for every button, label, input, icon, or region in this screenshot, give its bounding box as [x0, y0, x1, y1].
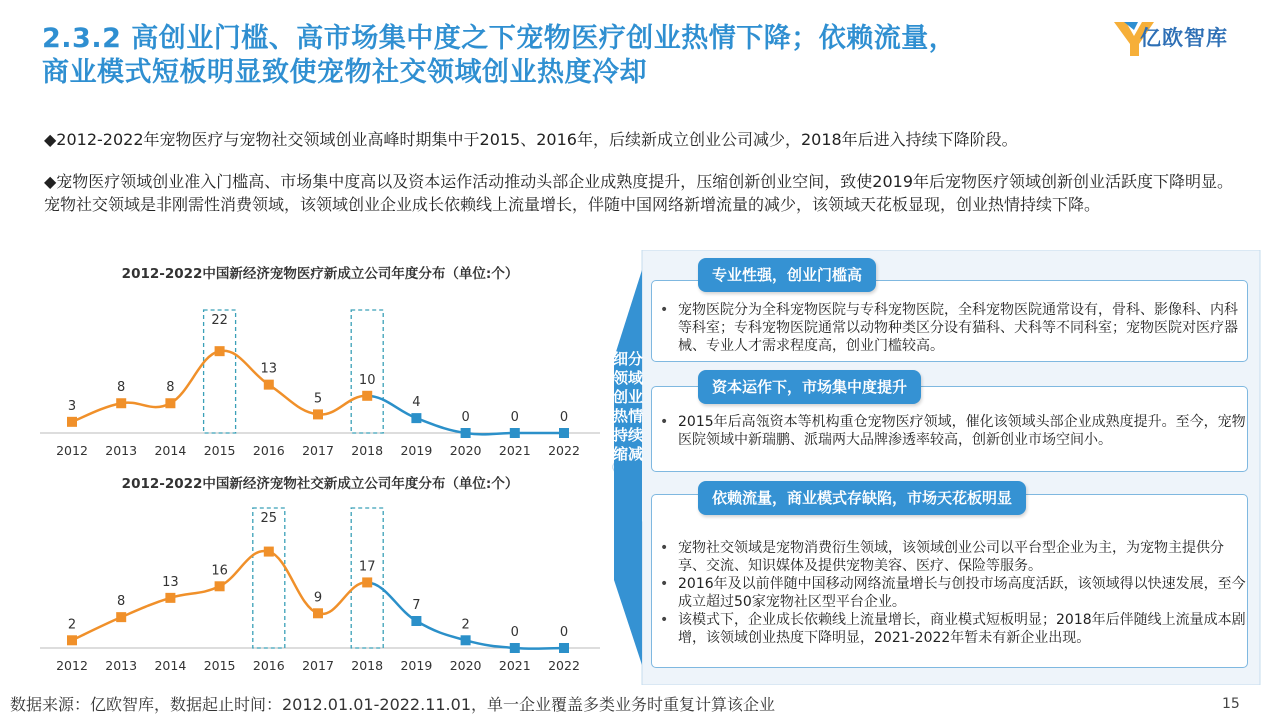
panel-3 — [651, 494, 1248, 668]
x-tick-2013: 2013 — [105, 443, 138, 458]
data-point-2016 — [264, 547, 274, 557]
data-point-2014 — [165, 593, 175, 603]
x-tick-2017: 2017 — [302, 658, 334, 673]
data-label-2017: 5 — [313, 391, 323, 407]
data-point-2015 — [215, 346, 225, 356]
data-point-2013 — [116, 398, 126, 408]
x-tick-2018: 2018 — [351, 443, 384, 458]
data-point-2019 — [411, 616, 421, 626]
panel-3-item-2: • 2016年及以前伴随中国移动网络流量增长与创投市场高度活跃，该领域得以快速发展，至今成立超过50家宠物社区型平台企业。 — [678, 575, 1247, 611]
x-tick-2012: 2012 — [56, 443, 88, 458]
data-label-2016: 25 — [260, 511, 278, 526]
bullet-1: ◆2012-2022年宠物医疗与宠物社交领域创业高峰时期集中于2015、2016年，后续新成立创业公司减少，2018年后进入持续下降阶段。 — [44, 130, 1018, 149]
data-label-2020: 2 — [461, 617, 470, 633]
x-tick-2014: 2014 — [154, 443, 187, 458]
panel-3-item-3: • 该模式下，企业成长依赖线上流量增长，商业模式短板明显；2018年后伴随线上流量成本剧增，该领域创业热度下降明显，2021-2022年暂未有新企业出现。 — [678, 611, 1247, 647]
highlight-box-2015 — [204, 310, 236, 433]
panel-3-item-1: • 宠物社交领域是宠物消费衍生领域，该领域创业公司以平台型企业为主，为宠物主提供分享、交流、知识媒体及提供宠物美容、医疗、保险等服务。 — [678, 539, 1247, 575]
data-point-2014 — [165, 398, 175, 408]
x-tick-2015: 2015 — [203, 658, 236, 673]
x-tick-2013: 2013 — [105, 658, 138, 673]
x-tick-2018: 2018 — [351, 658, 384, 673]
x-tick-2020: 2020 — [449, 658, 482, 673]
chart1-title: 2012-2022中国新经济宠物医疗新成立公司年度分布（单位:个） — [121, 266, 519, 282]
x-tick-2016: 2016 — [252, 443, 285, 458]
x-tick-2022: 2022 — [548, 658, 580, 673]
data-label-2012: 2 — [67, 617, 77, 633]
data-point-2022 — [559, 428, 569, 438]
page-title-line1: 2.3.2 高创业门槛、高市场集中度之下宠物医疗创业热情下降；依赖流量， — [42, 23, 957, 54]
data-point-2017 — [313, 608, 323, 618]
chart-medical — [40, 300, 600, 470]
page-number: 15 — [1222, 696, 1240, 712]
x-tick-2021: 2021 — [498, 443, 531, 458]
data-label-2018: 17 — [358, 559, 376, 575]
data-point-2016 — [264, 380, 274, 390]
data-point-2021 — [510, 643, 520, 653]
data-point-2017 — [313, 409, 323, 419]
page-title — [42, 22, 1102, 90]
data-point-2015 — [215, 581, 225, 591]
data-label-2021: 0 — [510, 410, 519, 425]
data-point-2021 — [510, 428, 520, 438]
panel-2-tag: 资本运作下，市场集中度提升 — [698, 370, 921, 404]
data-label-2015: 22 — [211, 313, 228, 328]
data-point-2020 — [461, 635, 471, 645]
chart2-title: 2012-2022中国新经济宠物社交新成立公司年度分布（单位:个） — [121, 476, 519, 492]
logo-text: 亿欧智库 — [1140, 26, 1228, 50]
side-label: 细分领域创业热情持续缩减 — [613, 350, 644, 463]
data-label-2015: 16 — [211, 563, 228, 579]
x-tick-2019: 2019 — [400, 443, 433, 458]
data-label-2017: 9 — [313, 590, 323, 606]
source-note: 数据来源：亿欧智库，数据起止时间：2012.01.01-2022.11.01，单一企业覆盖多类业务时重复计算该企业 — [10, 695, 775, 714]
data-label-2014: 8 — [166, 380, 175, 396]
data-label-2016: 13 — [260, 361, 278, 377]
panel-3-tag: 依赖流量，商业模式存缺陷，市场天花板明显 — [698, 481, 1026, 515]
data-point-2019 — [411, 413, 421, 423]
x-tick-2019: 2019 — [400, 658, 433, 673]
data-label-2018: 10 — [358, 372, 376, 388]
data-label-2020: 0 — [461, 410, 470, 425]
x-tick-2022: 2022 — [548, 443, 580, 458]
panel-1 — [651, 280, 1248, 362]
data-point-2012 — [67, 417, 77, 427]
data-label-2013: 8 — [117, 380, 126, 396]
x-tick-2020: 2020 — [449, 443, 482, 458]
data-point-2022 — [559, 643, 569, 653]
data-label-2019: 7 — [412, 598, 421, 613]
data-label-2012: 3 — [67, 398, 77, 414]
data-label-2013: 8 — [117, 594, 126, 610]
data-point-2020 — [461, 428, 471, 438]
data-label-2022: 0 — [559, 625, 569, 640]
x-tick-2016: 2016 — [252, 658, 285, 673]
bullet-2: ◆宠物医疗领域创业准入门槛高、市场集中度高以及资本运作活动推动头部企业成熟度提升，压缩创新创业空间，致使2019年后宠物医疗领域创新创业活跃度下降明显。宠物社交领域是非刚需性消费领域，该领域创业企业成长依赖线上流量增长，伴随中国网络新增流量的减少，该领域天花板显现，创业热情持续下降。 — [44, 172, 1234, 214]
x-tick-2014: 2014 — [154, 658, 187, 673]
panel-1-tag: 专业性强，创业门槛高 — [698, 258, 876, 292]
data-label-2014: 13 — [162, 574, 179, 590]
data-label-2019: 4 — [412, 395, 421, 411]
data-point-2018 — [362, 391, 372, 401]
data-point-2018 — [362, 577, 372, 587]
page-title-line2: 商业模式短板明显致使宠物社交领域创业热度冷却 — [42, 57, 647, 88]
data-label-2022: 0 — [559, 410, 569, 425]
panel-2-item: • 2015年后高瓴资本等机构重仓宠物医疗领域，催化该领域头部企业成熟度提升。至今，宠物医院领域中新瑞鹏、派瑞两大品牌渗透率较高，创新创业市场空间小。 — [678, 413, 1247, 449]
data-point-2012 — [67, 635, 77, 645]
data-point-2013 — [116, 612, 126, 622]
x-tick-2015: 2015 — [203, 443, 236, 458]
highlight-box-2018 — [351, 310, 383, 433]
data-label-2021: 0 — [510, 625, 519, 640]
x-tick-2017: 2017 — [302, 443, 334, 458]
panel-1-item: • 宠物医院分为全科宠物医院与专科宠物医院，全科宠物医院通常设有，骨科、影像科、内科等科室；专科宠物医院通常以动物种类区分设有猫科、犬科等不同科室；宠物医院对医疗器械、专业人才需求程度高，创业门槛较高。 — [678, 301, 1247, 355]
highlight-box-2016 — [253, 508, 285, 648]
x-tick-2021: 2021 — [498, 658, 531, 673]
chart-social — [40, 500, 600, 685]
x-tick-2012: 2012 — [56, 658, 88, 673]
